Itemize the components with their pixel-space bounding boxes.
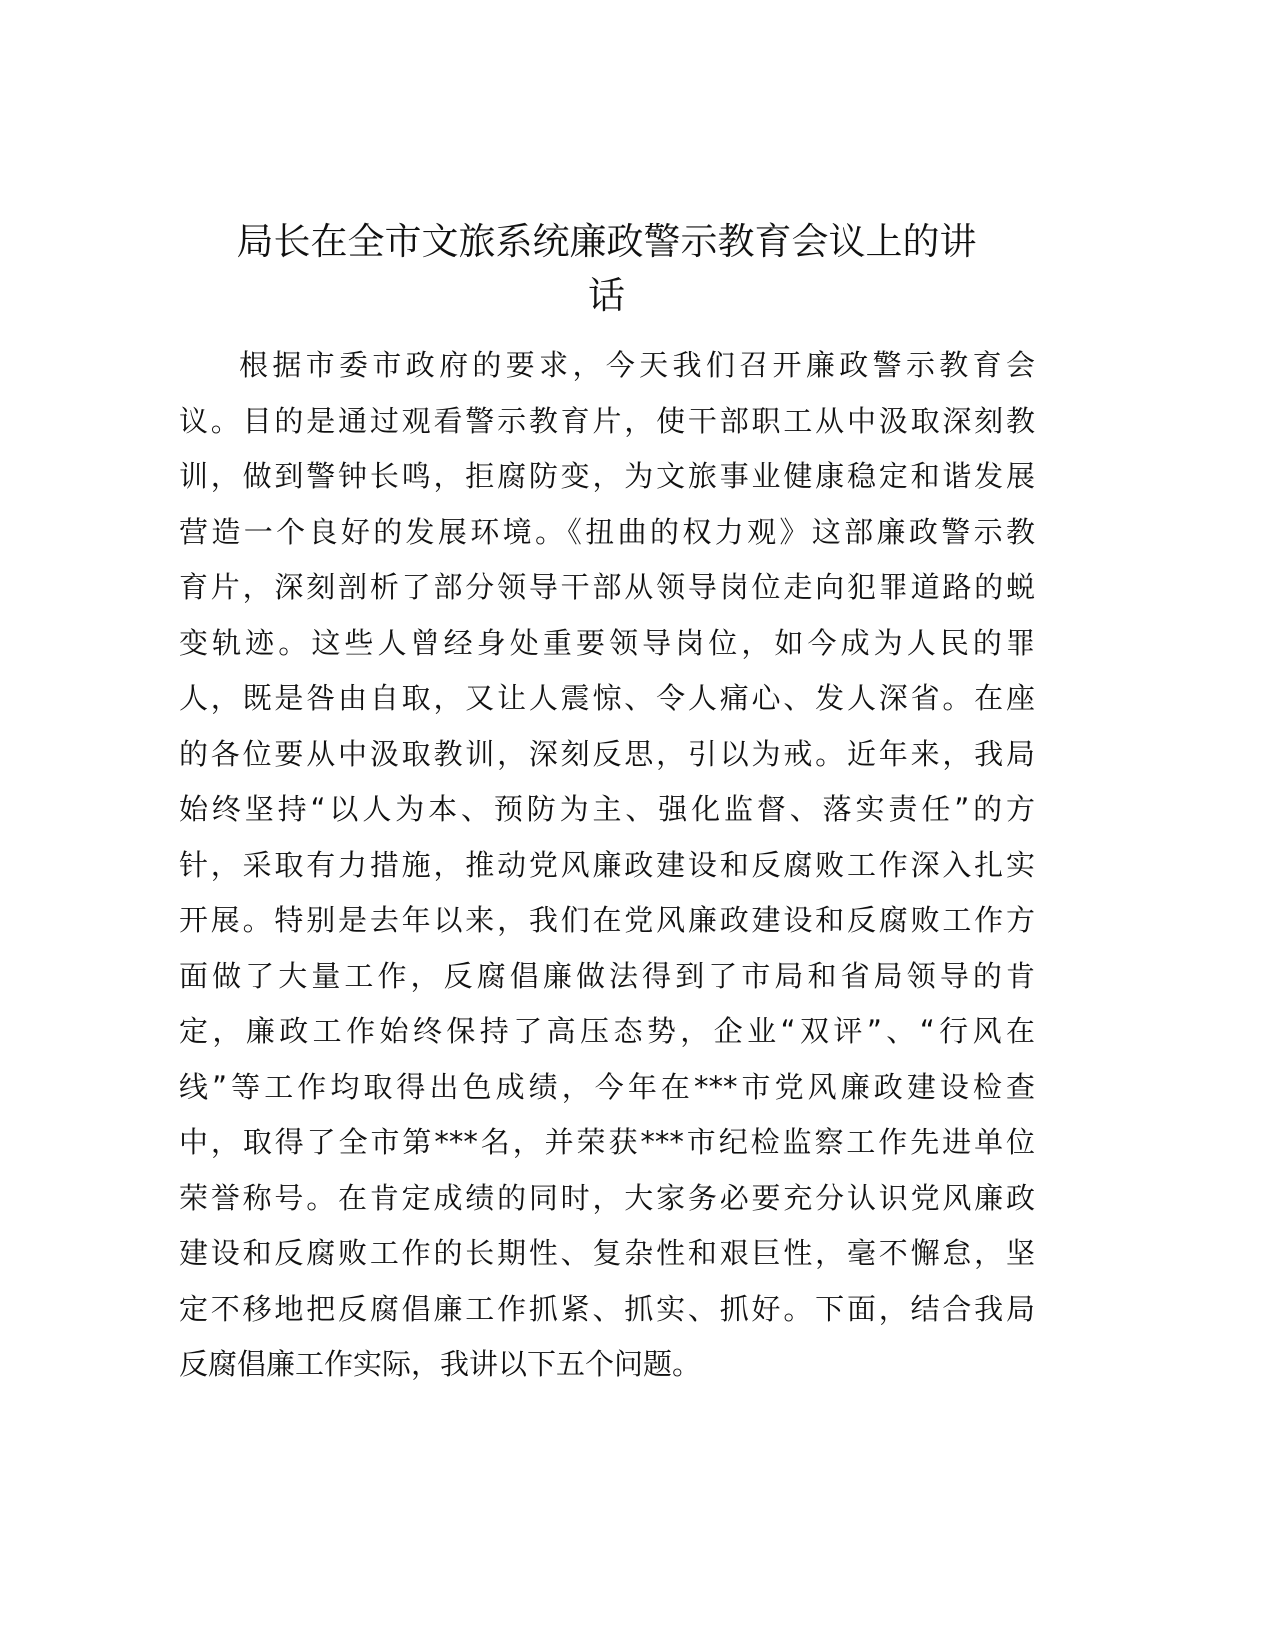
paragraph-line: 议。目的是通过观看警示教育片，使干部职工从中汲取深刻教 [179,403,1035,438]
paragraph-line: 面做了大量工作，反腐倡廉做法得到了市局和省局领导的肯 [179,958,1035,993]
paragraph-line: 变轨迹。这些人曾经身处重要领导岗位，如今成为人民的罪 [179,625,1035,660]
paragraph-line: 的各位要从中汲取教训，深刻反思，引以为戒。近年来，我局 [179,736,1035,771]
paragraph-line: 育片，深刻剖析了部分领导干部从领导岗位走向犯罪道路的蜕 [179,570,1035,604]
paragraph-line: 线”等工作均取得出色成绩，今年在***市党风廉政建设检查 [179,1069,1035,1104]
paragraph-line: 根据市委市政府的要求，今天我们召开廉政警示教育会 [239,348,1035,382]
paragraph-line: 定不移地把反腐倡廉工作抓紧、抓实、抓好。下面，结合我局 [179,1291,1035,1326]
body-paragraph [179,338,1035,1393]
paragraph-line: 荣誉称号。在肯定成绩的同时，大家务必要充分认识党风廉政 [179,1180,1035,1215]
paragraph-line: 始终坚持“以人为本、预防为主、强化监督、落实责任”的方 [179,792,1035,826]
paragraph-line: 建设和反腐败工作的长期性、复杂性和艰巨性，毫不懈怠，坚 [179,1236,1035,1270]
document-title-line-2: 话 [588,274,625,317]
paragraph-line: 人，既是咎由自取，又让人震惊、令人痛心、发人深省。在座 [179,681,1035,715]
paragraph-line: 营造一个良好的发展环境。《扭曲的权力观》这部廉政警示教 [179,514,1035,549]
paragraph-line: 反腐倡廉工作实际，我讲以下五个问题。 [179,1347,702,1381]
paragraph-line: 训，做到警钟长鸣，拒腐防变，为文旅事业健康稳定和谐发展 [179,459,1035,493]
paragraph-line: 针，采取有力措施，推动党风廉政建设和反腐败工作深入扎实 [179,847,1035,882]
paragraph-line: 中，取得了全市第***名，并荣获***市纪检监察工作先进单位 [179,1125,1035,1159]
document-title-line-1: 局长在全市文旅系统廉政警示教育会议上的讲 [236,220,977,263]
paragraph-line: 定，廉政工作始终保持了高压态势，企业“双评”、“行风在 [179,1014,1035,1048]
paragraph-line: 开展。特别是去年以来，我们在党风廉政建设和反腐败工作方 [179,903,1035,937]
